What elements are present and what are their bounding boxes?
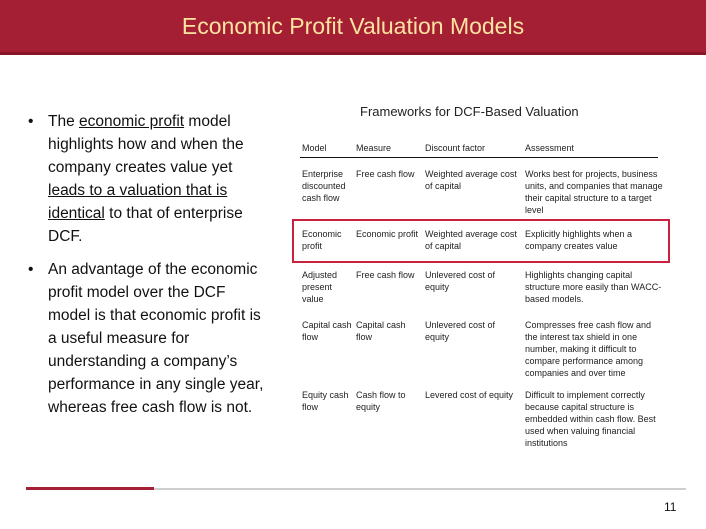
row-discount-factor: Unlevered cost of equity [425,270,496,292]
row-assessment: Difficult to implement correctly because capital structure is embedded within cash flow. Best used when valuing financial institutions [525,390,656,448]
bullet-1-underlined-term: economic profit [79,113,185,130]
row-measure: Free cash flow [356,169,415,179]
row-assessment: Works best for projects, business units, and companies that manage their capital structure to a target level [525,169,663,215]
row-assessment: Explicitly highlights when a company creates value [525,229,633,251]
row-model: Adjusted present value [302,270,338,304]
row-discount-factor: Weighted average cost of capital [425,169,517,191]
header-divider [300,157,658,158]
bullet-dot-icon: • [28,113,34,130]
bullet-1-part-5: to that of enterprise DCF. [48,205,243,245]
bullet-item-1 [28,110,268,248]
row-discount-factor: Weighted average cost of capital [425,229,517,251]
row-measure: Capital cash flow [356,320,406,342]
row-measure: Cash flow to equity [356,390,406,412]
bullet-1-part-1: The [48,113,80,130]
slide-title: Economic Profit Valuation Models [181,12,525,39]
bullet-1-text [48,113,244,245]
bullet-1-part-3: model highlights how and when the company creates value yet [48,113,244,176]
bullet-dot-icon: • [28,261,34,278]
page-number: 11 [664,500,677,514]
row-model: Equity cash flow [302,390,349,412]
bullet-list [28,110,268,429]
row-model: Enterprise discounted cash flow [302,169,346,203]
row-model: Capital cash flow [302,320,352,342]
header-model: Model [302,143,327,153]
row-assessment: Highlights changing capital structure more easily than WACC-based models. [525,270,662,304]
bullet-2-text: An advantage of the economic profit model over the DCF model is that economic profit is a useful measure for understanding a company’s performance in any single year, whereas free cash flow is not. [48,261,264,416]
row-assessment: Compresses free cash flow and the interest tax shield in one number, making it difficult to compare performance among companies and over time [525,320,652,378]
row-measure: Economic profit [356,229,419,239]
header-measure: Measure [356,143,392,153]
row-measure: Free cash flow [356,270,415,280]
bullet-1-underlined-phrase: leads to a valuation that is identical [48,182,228,222]
row-discount-factor: Levered cost of equity [425,390,514,400]
frameworks-title: Frameworks for DCF-Based Valuation [360,104,579,119]
title-bar [0,0,706,55]
footer-accent [26,487,154,490]
header-assessment: Assessment [525,143,575,153]
row-model: Economic profit [302,229,342,251]
economic-profit-highlight-box [292,219,670,263]
bullet-item-2 [28,258,268,419]
header-discount-factor: Discount factor [425,143,486,153]
row-discount-factor: Unlevered cost of equity [425,320,496,342]
